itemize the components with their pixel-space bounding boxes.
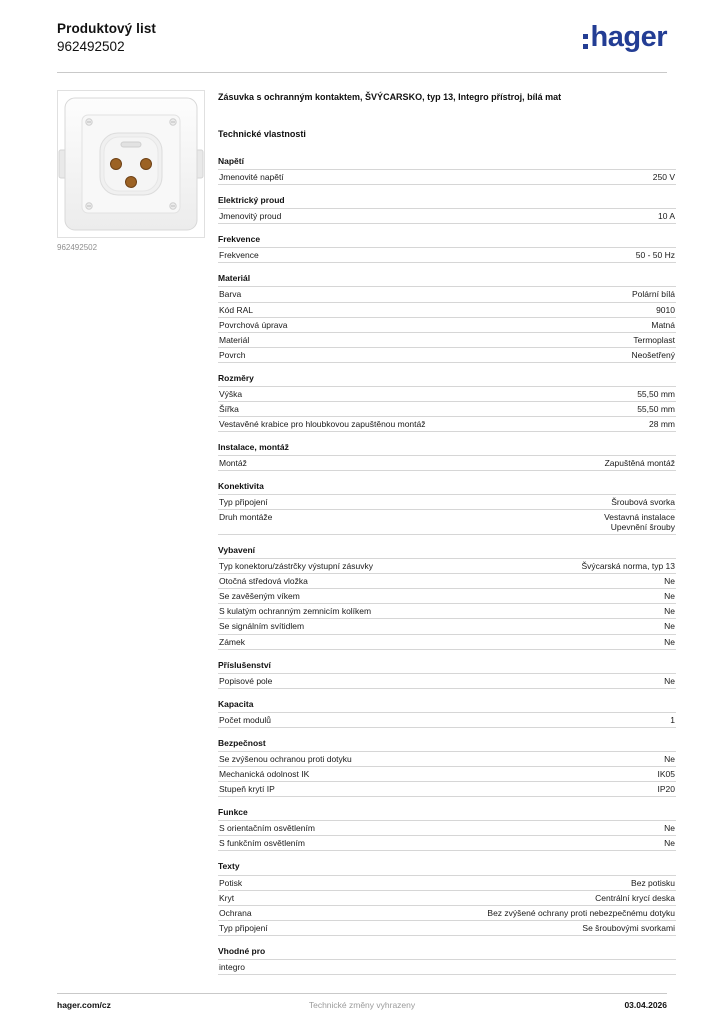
section-heading: Vhodné pro	[218, 945, 266, 956]
spec-row	[218, 402, 676, 417]
doc-title: Produktový list	[57, 21, 157, 36]
logo-colon-icon	[583, 34, 588, 49]
section-heading: Kapacita	[218, 698, 254, 709]
logo-text: hager	[590, 21, 667, 53]
spec-value: Ne	[664, 675, 675, 686]
spec-label: S kulatým ochranným zemnicím kolíkem	[219, 606, 372, 617]
spec-section	[218, 432, 676, 471]
section-rows	[218, 751, 676, 797]
product-image-box	[57, 90, 205, 238]
spec-label: Mechanická odolnost IK	[219, 769, 310, 780]
phase-hole-right	[141, 159, 152, 170]
spec-label: Ochrana	[219, 907, 252, 918]
spec-row	[218, 674, 676, 689]
spec-row	[218, 387, 676, 402]
spec-value: Ne	[664, 606, 675, 617]
spec-row	[218, 821, 676, 836]
socket-product-image	[58, 91, 204, 237]
spec-label: Montáž	[219, 457, 247, 468]
spec-label: S orientačním osvětlením	[219, 823, 315, 834]
spec-value: 10 A	[657, 211, 675, 222]
spec-row	[218, 574, 676, 589]
product-number: 962492502	[57, 39, 125, 54]
spec-label: Jmenovitý proud	[219, 211, 282, 222]
spec-value: Se šroubovými svorkami	[582, 922, 675, 933]
header-titles	[57, 21, 667, 54]
spec-value: Neošetřený	[631, 349, 675, 360]
spec-row	[218, 456, 676, 471]
spec-section	[218, 797, 676, 851]
spec-value: 250 V	[652, 171, 675, 182]
spec-section	[218, 224, 676, 263]
spec-value: Matná	[651, 319, 675, 330]
spec-label: Zámek	[219, 636, 245, 647]
spec-value: 1	[670, 714, 675, 725]
spec-value: Ne	[664, 576, 675, 587]
spec-row	[218, 348, 676, 363]
section-rows	[218, 959, 676, 975]
spec-label: Jmenovité napětí	[219, 171, 284, 182]
section-rows	[218, 820, 676, 851]
section-heading: Napětí	[218, 155, 244, 166]
spec-value: Zapuštěná montáž	[604, 457, 675, 468]
spec-label: Se zavěšeným víkem	[219, 591, 300, 602]
section-heading: Konektivita	[218, 481, 264, 491]
spec-value: Ne	[664, 754, 675, 765]
spec-label: Potisk	[219, 877, 243, 888]
spec-label: Kód RAL	[219, 304, 254, 315]
hager-logo	[583, 23, 667, 52]
spec-value: Šroubová svorka	[611, 497, 675, 508]
spec-label: Barva	[219, 289, 242, 300]
section-heading: Materiál	[218, 273, 251, 284]
spec-section	[218, 650, 676, 689]
spec-label: Stupeň krytí IP	[219, 784, 275, 795]
spec-label: Otočná středová vložka	[219, 576, 308, 587]
spec-value: 55,50 mm	[637, 403, 675, 414]
spec-row	[218, 876, 676, 891]
spec-value: 50 - 50 Hz	[635, 250, 675, 261]
spec-label: Vestavěné krabice pro hloubkovou zapuštěnou montáž	[219, 418, 426, 429]
section-rows	[218, 875, 676, 936]
spec-label: Se signálním svítidlem	[219, 621, 305, 632]
spec-value: Termoplast	[633, 334, 675, 345]
spec-row	[218, 891, 676, 906]
section-rows	[218, 494, 676, 535]
footer-date: 03.04.2026	[624, 1000, 667, 1010]
spec-row	[218, 906, 676, 921]
spec-value: Centrální krycí deska	[595, 892, 675, 903]
spec-section	[218, 471, 676, 535]
spec-row	[218, 248, 676, 263]
section-heading: Rozměry	[218, 372, 254, 383]
spec-row	[218, 287, 676, 302]
spec-value: 9010	[656, 304, 675, 315]
section-rows	[218, 558, 676, 649]
spec-section	[218, 146, 676, 185]
spec-row	[218, 604, 676, 619]
section-rows	[218, 286, 676, 362]
spec-content	[218, 92, 676, 975]
section-heading: Frekvence	[218, 234, 261, 245]
spec-row	[218, 303, 676, 318]
section-heading: Vybavení	[218, 545, 256, 556]
spec-label: Výška	[219, 388, 243, 399]
phase-hole-left	[111, 159, 122, 170]
spec-row	[218, 782, 676, 797]
section-rows	[218, 386, 676, 432]
section-rows	[218, 455, 676, 471]
section-heading: Instalace, montáž	[218, 441, 289, 452]
section-rows	[218, 247, 676, 263]
section-heading: Příslušenství	[218, 659, 271, 670]
spec-row	[218, 417, 676, 432]
spec-label: integro	[219, 961, 245, 972]
spec-label: S funkčním osvětlením	[219, 838, 305, 849]
spec-row	[218, 767, 676, 782]
spec-label: Typ připojení	[219, 497, 268, 508]
spec-label: Povrch	[219, 349, 246, 360]
earth-hole	[126, 177, 137, 188]
spec-section	[218, 363, 676, 432]
spec-value: 55,50 mm	[637, 388, 675, 399]
spec-row	[218, 170, 676, 185]
spec-value: Ne	[664, 823, 675, 834]
spec-value: Ne	[664, 838, 675, 849]
spec-label: Povrchová úprava	[219, 319, 288, 330]
product-title: Zásuvka s ochranným kontaktem, ŠVÝCARSKO, typ 13, Integro přístroj, bílá mat	[218, 92, 562, 102]
spec-row	[218, 209, 676, 224]
spec-section	[218, 728, 676, 797]
spec-row	[218, 960, 676, 975]
spec-value: Bez potisku	[631, 877, 675, 888]
spec-section	[218, 535, 676, 649]
spec-row	[218, 510, 676, 535]
spec-row	[218, 619, 676, 634]
spec-value: 28 mm	[649, 418, 675, 429]
header-divider	[57, 72, 667, 73]
key-slot	[121, 142, 141, 147]
footer	[57, 993, 667, 1010]
section-rows	[218, 169, 676, 185]
section-rows	[218, 712, 676, 728]
header	[57, 21, 667, 54]
spec-row	[218, 559, 676, 574]
spec-value: Ne	[664, 636, 675, 647]
tech-props-heading: Technické vlastnosti	[218, 128, 306, 139]
section-rows	[218, 208, 676, 224]
spec-sections	[218, 146, 676, 975]
section-heading: Texty	[218, 861, 240, 872]
section-rows	[218, 673, 676, 689]
spec-row	[218, 333, 676, 348]
spec-label: Kryt	[219, 892, 235, 903]
spec-label: Typ připojení	[219, 922, 268, 933]
spec-value: Ne	[664, 591, 675, 602]
spec-value: Bez zvýšené ochrany proti nebezpečnému dotyku	[487, 907, 675, 918]
spec-value: Polární bílá	[632, 289, 675, 300]
spec-label: Druh montáže	[219, 512, 273, 523]
spec-row	[218, 836, 676, 851]
spec-section	[218, 185, 676, 224]
spec-row	[218, 589, 676, 604]
spec-row	[218, 713, 676, 728]
spec-section	[218, 263, 676, 362]
spec-value: IP20	[657, 784, 675, 795]
product-image-caption: 962492502	[57, 243, 98, 252]
spec-label: Frekvence	[219, 250, 259, 261]
section-heading: Funkce	[218, 807, 248, 818]
footer-link[interactable]: hager.com/cz	[57, 1000, 111, 1010]
spec-row	[218, 752, 676, 767]
spec-value: Ne	[664, 621, 675, 632]
section-heading: Elektrický proud	[218, 194, 285, 205]
spec-row	[218, 921, 676, 936]
spec-row	[218, 318, 676, 333]
spec-label: Popisové pole	[219, 675, 273, 686]
spec-label: Typ konektoru/zástrčky výstupní zásuvky	[219, 561, 374, 572]
spec-label: Se zvýšenou ochranou proti dotyku	[219, 754, 352, 765]
spec-section	[218, 936, 676, 975]
spec-value: IK05	[657, 769, 675, 780]
section-heading: Bezpečnost	[218, 737, 266, 748]
spec-section	[218, 851, 676, 935]
footer-notice: Technické změny vyhrazeny	[308, 1000, 416, 1010]
spec-row	[218, 495, 676, 510]
spec-value: Švýcarská norma, typ 13	[581, 561, 675, 572]
spec-label: Šířka	[219, 403, 239, 414]
spec-label: Materiál	[219, 334, 250, 345]
spec-section	[218, 689, 676, 728]
spec-label: Počet modulů	[219, 714, 271, 725]
spec-row	[218, 635, 676, 650]
spec-value: Vestavná instalace Upevnění šrouby	[604, 512, 675, 533]
